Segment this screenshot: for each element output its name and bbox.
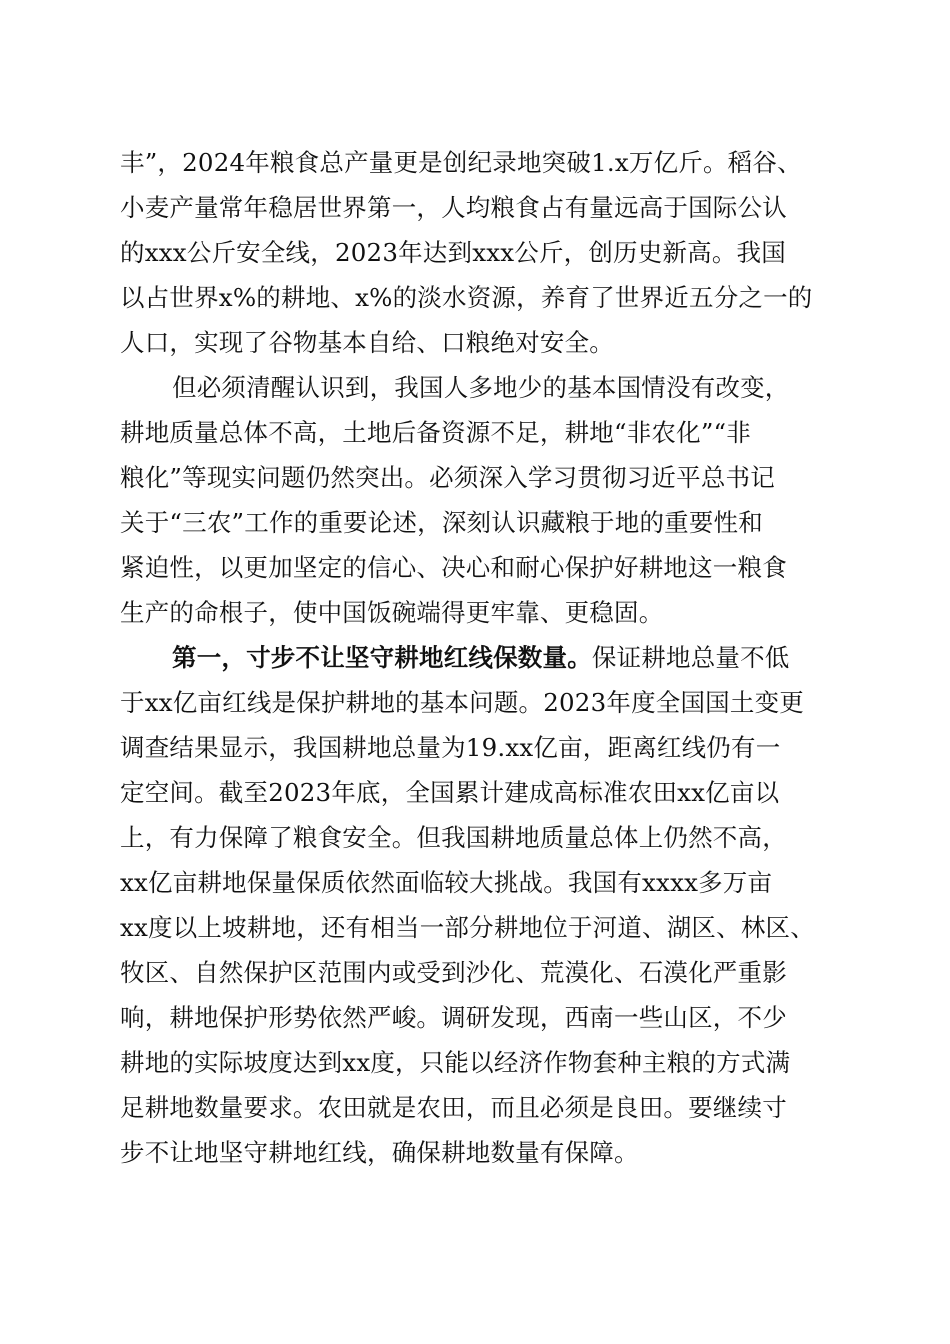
text-line: 关于“三农”工作的重要论述，深刻认识藏粮于地的重要性和: [120, 508, 763, 537]
text-run: 保证耕地总量不低: [591, 643, 790, 672]
text-line: 紧迫性，以更加坚定的信心、决心和耐心保护好耕地这一粮食: [120, 553, 787, 582]
text-line: 但必须清醒认识到，我国人多地少的基本国情没有改变，: [172, 373, 790, 402]
text-line: 定空间。截至2023年底，全国累计建成高标准农田xx亿亩以: [120, 778, 780, 807]
text-line: 生产的命根子，使中国饭碗端得更牢靠、更稳固。: [120, 598, 664, 627]
text-line: 的xxx公斤安全线，2023年达到xxx公斤，创历史新高。我国: [120, 238, 786, 267]
text-line: xx度以上坡耕地，还有相当一部分耕地位于河道、湖区、林区、: [120, 913, 815, 942]
text-line: 人口，实现了谷物基本自给、口粮绝对安全。: [120, 328, 614, 357]
text-line: [172, 643, 790, 673]
text-line: 丰”，2024年粮食总产量更是创纪录地突破1.x万亿斤。稻谷、: [120, 148, 802, 177]
text-line: 牧区、自然保护区范围内或受到沙化、荒漠化、石漠化严重影: [120, 958, 787, 987]
section-heading: 第一，寸步不让坚守耕地红线保数量。: [172, 643, 592, 672]
text-line: 上，有力保障了粮食安全。但我国耕地质量总体上仍然不高，: [120, 823, 787, 852]
text-line: 响，耕地保护形势依然严峻。调研发现，西南一些山区，不少: [120, 1003, 787, 1032]
text-line: 耕地质量总体不高，土地后备资源不足，耕地“非农化”“非: [120, 418, 751, 447]
text-line: 足耕地数量要求。农田就是农田，而且必须是良田。要继续寸: [120, 1093, 787, 1122]
text-line: xx亿亩耕地保量保质依然面临较大挑战。我国有xxxx多万亩: [120, 868, 773, 897]
text-line: 以占世界x%的耕地、x%的淡水资源，养育了世界近五分之一的: [120, 283, 813, 312]
text-line: 步不让地坚守耕地红线，确保耕地数量有保障。: [120, 1138, 639, 1167]
text-line: 调查结果显示，我国耕地总量为19.xx亿亩，距离红线仍有一: [120, 733, 781, 762]
text-line: 小麦产量常年稳居世界第一，人均粮食占有量远高于国际公认: [120, 193, 787, 222]
text-line: 粮化”等现实问题仍然突出。必须深入学习贯彻习近平总书记: [120, 463, 775, 492]
text-line: 于xx亿亩红线是保护耕地的基本问题。2023年度全国国土变更: [120, 688, 804, 717]
text-line: 耕地的实际坡度达到xx度，只能以经济作物套种主粮的方式满: [120, 1048, 791, 1077]
